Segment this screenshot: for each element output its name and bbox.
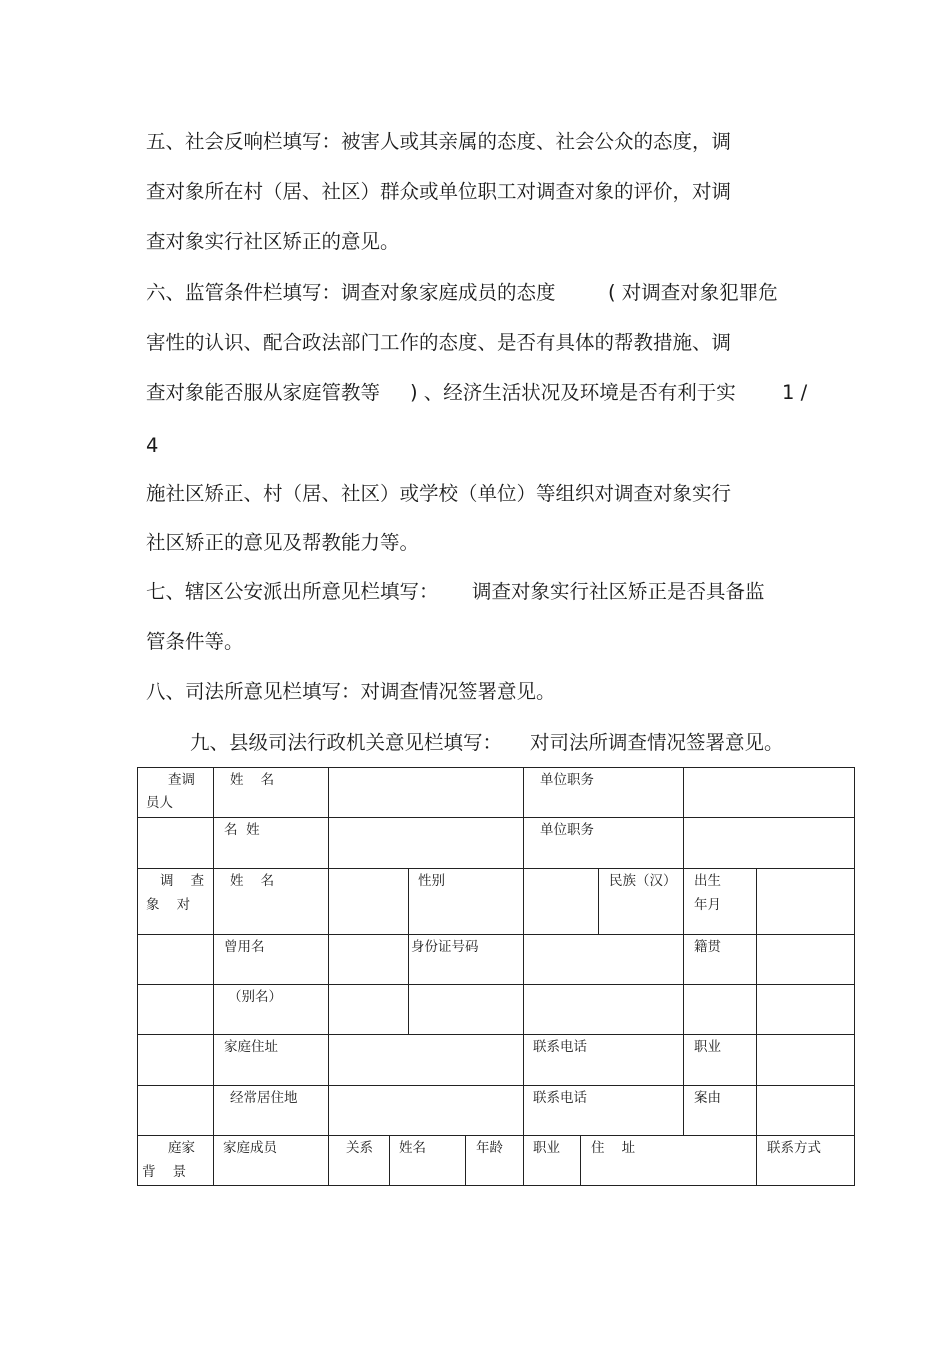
label-position: 单位职务	[540, 822, 594, 838]
paragraph-line: 五、社会反响栏填写：被害人或其亲属的态度、社会公众的态度，调	[146, 130, 732, 153]
label-home-address: 家庭住址	[224, 1039, 278, 1055]
form-cell	[137, 934, 214, 985]
paragraph-line: 害性的认识、配合政法部门工作的态度、是否有具体的帮教措施、调	[146, 331, 732, 354]
form-cell	[408, 868, 524, 935]
form-cell	[137, 1034, 214, 1086]
form-cell	[137, 767, 214, 818]
form-cell	[683, 868, 757, 935]
form-cell	[523, 984, 684, 1035]
form-cell	[523, 1135, 581, 1186]
label-family-members: 家庭成员	[223, 1140, 277, 1156]
label-family-background: 庭家	[168, 1140, 195, 1156]
form-cell	[137, 817, 214, 869]
label-investigator: 员人	[146, 795, 173, 811]
label-gender: 性别	[418, 873, 445, 889]
label-member-name: 姓名	[399, 1140, 426, 1156]
form-cell	[523, 767, 684, 818]
form-cell	[213, 767, 329, 818]
form-cell	[137, 984, 214, 1035]
paragraph-line: ( 对调查对象犯罪危	[608, 281, 778, 304]
label-alias: （别名）	[228, 989, 282, 1005]
page-number: 4	[146, 434, 159, 457]
label-contact: 联系方式	[767, 1140, 821, 1156]
form-cell	[598, 868, 684, 935]
label-former-name: 曾用名	[224, 939, 265, 955]
name-value-field[interactable]	[328, 868, 409, 935]
page-number: 1 /	[782, 381, 808, 404]
form-cell	[756, 1135, 855, 1186]
form-cell	[580, 1135, 757, 1186]
label-name: 名 姓	[224, 822, 260, 838]
label-birth: 出生	[694, 873, 721, 889]
form-cell	[213, 934, 329, 985]
label-case-cause: 案由	[694, 1090, 721, 1106]
alias-value-field[interactable]	[328, 984, 409, 1035]
label-id-number: 身份证号码	[411, 939, 479, 955]
paragraph-line: 查对象所在村（居、社区）群众或单位职工对调查对象的评价，对调	[146, 180, 732, 203]
paragraph-line: ) 、经济生活状况及环境是否有利于实	[410, 381, 736, 404]
label-residence: 经常居住地	[230, 1090, 298, 1106]
paragraph-line: 对司法所调查情况签署意见。	[530, 731, 784, 754]
paragraph-line: 九、县级司法行政机关意见栏填写：	[190, 731, 503, 754]
form-cell	[683, 1034, 757, 1086]
former-name-value-field[interactable]	[328, 934, 409, 985]
form-cell	[683, 984, 757, 1035]
label-family-background: 背 景	[142, 1164, 187, 1180]
label-relation: 关系	[346, 1140, 373, 1156]
label-birth: 年月	[694, 897, 721, 913]
native-place-value-field[interactable]	[756, 934, 855, 985]
form-cell	[213, 984, 329, 1035]
label-position: 单位职务	[540, 772, 594, 788]
position-value-field[interactable]	[683, 767, 855, 818]
form-cell	[523, 1085, 684, 1136]
label-name: 姓 名	[230, 873, 275, 889]
form-cell	[213, 817, 329, 869]
form-cell	[683, 1085, 757, 1136]
name-value-field[interactable]	[328, 767, 524, 818]
paragraph-line: 查对象能否服从家庭管教等	[146, 381, 381, 404]
id-number-value-field[interactable]	[523, 934, 684, 985]
label-subject: 调 查	[160, 873, 205, 889]
label-native-place: 籍贯	[694, 939, 721, 955]
occupation-value-field[interactable]	[756, 1034, 855, 1086]
label-address: 住 址	[591, 1140, 636, 1156]
form-cell	[137, 1135, 214, 1186]
form-cell	[465, 1135, 524, 1186]
home-address-value-field[interactable]	[328, 1034, 524, 1086]
form-cell	[523, 817, 684, 869]
label-phone: 联系电话	[533, 1039, 587, 1055]
residence-value-field[interactable]	[328, 1085, 524, 1136]
paragraph-line: 查对象实行社区矫正的意见。	[146, 230, 400, 253]
label-ethnicity: 民族（汉）	[609, 873, 677, 889]
paragraph-line: 七、辖区公安派出所意见栏填写：	[146, 580, 439, 603]
paragraph-line: 施社区矫正、村（居、社区）或学校（单位）等组织对调查对象实行	[146, 482, 732, 505]
label-member-occupation: 职业	[533, 1140, 560, 1156]
paragraph-line: 管条件等。	[146, 630, 244, 653]
name-value-field[interactable]	[328, 817, 524, 869]
label-phone: 联系电话	[533, 1090, 587, 1106]
form-cell	[137, 868, 214, 935]
paragraph-line: 八、司法所意见栏填写：对调查情况签署意见。	[146, 680, 556, 703]
form-cell	[213, 1034, 329, 1086]
form-cell	[408, 934, 524, 985]
paragraph-line: 六、监管条件栏填写：调查对象家庭成员的态度	[146, 281, 556, 304]
form-cell	[408, 984, 524, 1035]
paragraph-line: 调查对象实行社区矫正是否具备监	[472, 580, 765, 603]
label-investigator: 查调	[168, 772, 195, 788]
form-cell	[389, 1135, 466, 1186]
form-cell	[213, 1135, 329, 1186]
label-subject: 象 对	[146, 897, 191, 913]
position-value-field[interactable]	[683, 817, 855, 869]
form-cell	[213, 868, 329, 935]
form-cell	[137, 1085, 214, 1136]
paragraph-line: 社区矫正的意见及帮教能力等。	[146, 531, 420, 554]
label-occupation: 职业	[694, 1039, 721, 1055]
birth-value-field[interactable]	[756, 868, 855, 935]
label-name: 姓 名	[230, 772, 275, 788]
case-cause-value-field[interactable]	[756, 1085, 855, 1136]
gender-value-field[interactable]	[523, 868, 599, 935]
form-cell	[683, 934, 757, 985]
form-cell	[523, 1034, 684, 1086]
form-cell	[213, 1085, 329, 1136]
form-cell	[756, 984, 855, 1035]
label-age: 年龄	[476, 1140, 503, 1156]
form-cell	[328, 1135, 390, 1186]
